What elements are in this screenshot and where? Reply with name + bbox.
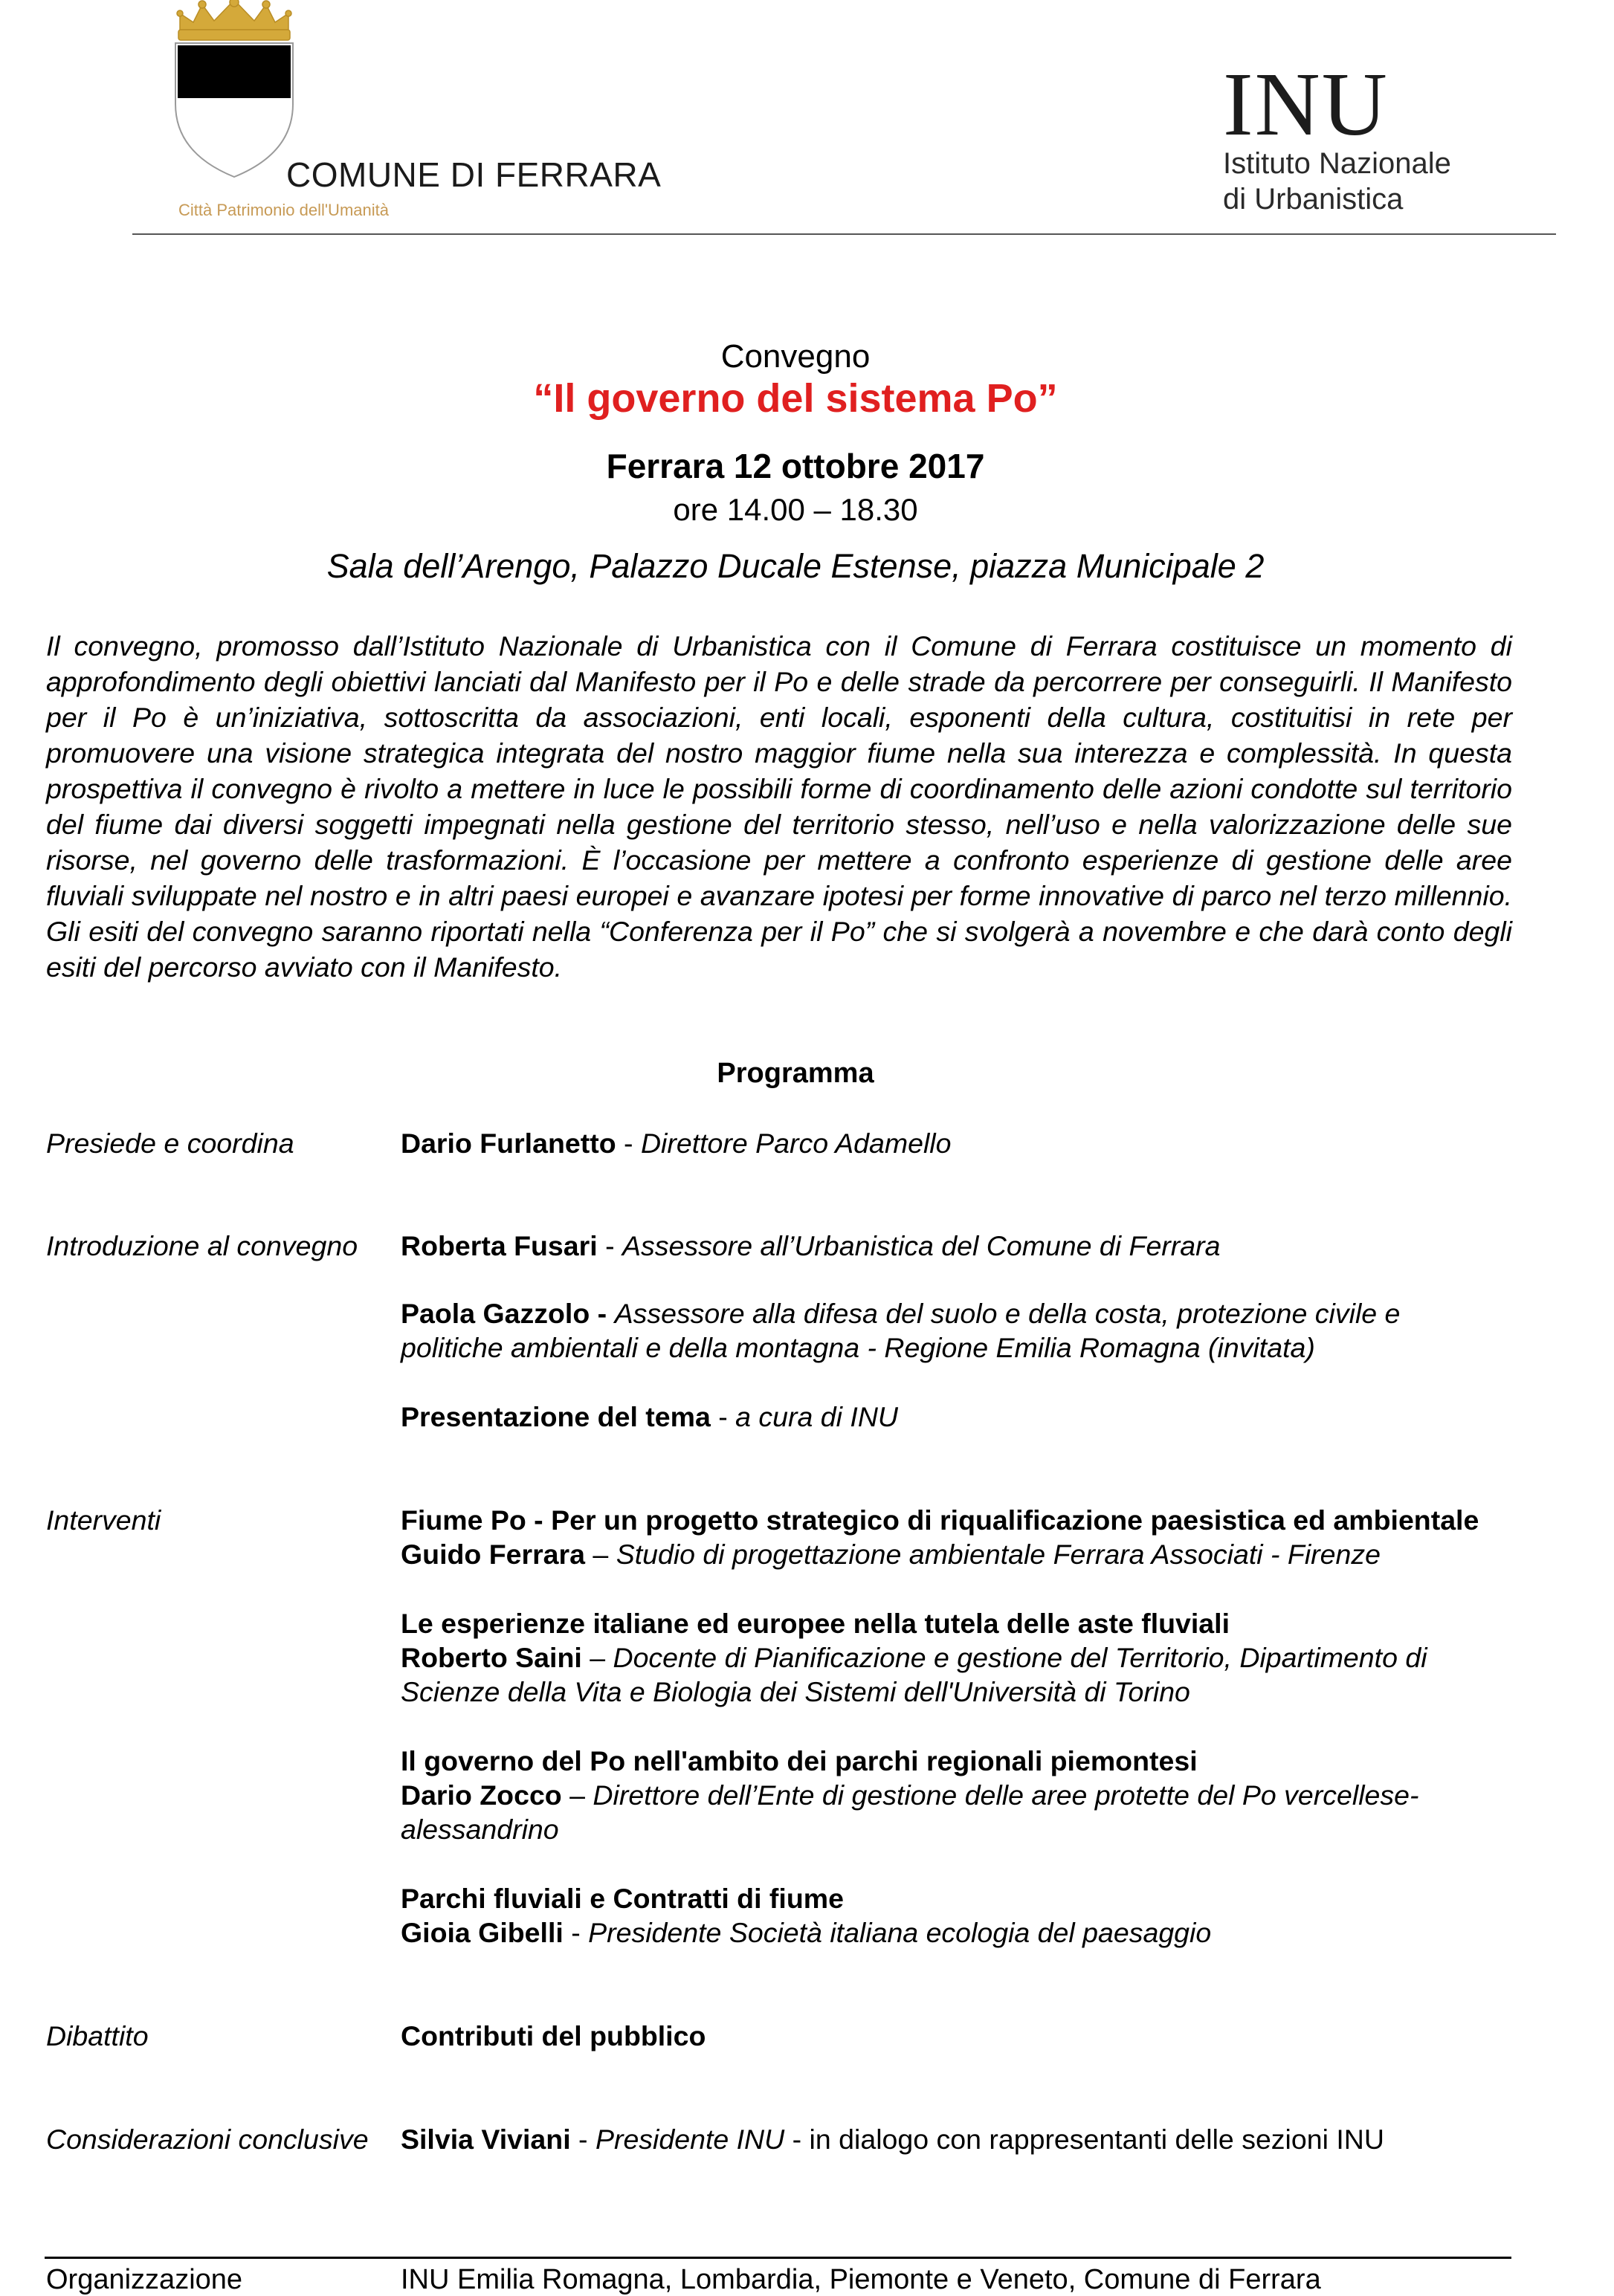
talk2-role-line2: Scienze della Vita e Biologia dei Sistemi dell'Università di Torino	[401, 1676, 1190, 1707]
crowned-shield-crest-icon	[171, 0, 297, 178]
inu-logo-mark: INU	[1223, 54, 1389, 155]
fusari-name: Roberta Fusari	[401, 1230, 598, 1261]
talk3-name: Dario Zocco	[401, 1779, 562, 1811]
header-divider	[132, 233, 1556, 235]
inu-logo-line2: di Urbanistica	[1223, 183, 1404, 216]
chair-line	[401, 1128, 951, 1160]
talk3-role-line2: alessandrino	[401, 1814, 559, 1845]
talk1-title: Fiume Po - Per un progetto strategico di riqualificazione paesistica ed ambientale	[401, 1504, 1479, 1536]
talk3-speaker	[401, 1779, 1418, 1811]
tema-sep: -	[710, 1401, 736, 1432]
talk2-role-line1: Docente di Pianificazione e gestione del Territorio, Dipartimento di	[613, 1642, 1427, 1673]
footer-divider	[45, 2257, 1511, 2259]
talk4-name: Gioia Gibelli	[401, 1917, 564, 1948]
tema-line	[401, 1401, 898, 1433]
fusari-line	[401, 1230, 1220, 1262]
chair-name: Dario Furlanetto	[401, 1128, 616, 1159]
organization-value: INU Emilia Romagna, Lombardia, Piemonte e Veneto, Comune di Ferrara	[401, 2264, 1321, 2295]
conclusions-sep2: -	[784, 2124, 810, 2155]
talk2-speaker	[401, 1642, 1427, 1674]
event-venue: Sala dell’Arengo, Palazzo Ducale Estense, piazza Municipale 2	[326, 547, 1265, 585]
tema-name: Presentazione del tema	[401, 1401, 711, 1432]
talk4-title: Parchi fluviali e Contratti di fiume	[401, 1883, 844, 1914]
talk4-speaker	[401, 1917, 1211, 1949]
event-type: Convegno	[720, 338, 871, 375]
gazzolo-sep: -	[590, 1298, 615, 1329]
talk1-role: Studio di progettazione ambientale Ferrara Associati - Firenze	[616, 1539, 1381, 1570]
organization-label: Organizzazione	[46, 2264, 243, 2295]
fusari-sep: -	[597, 1230, 622, 1261]
gazzolo-role-line2: politiche ambientali e della montagna - Regione Emilia Romagna (invitata)	[401, 1332, 1315, 1363]
comune-di-ferrara-logo	[171, 0, 662, 230]
conclusions-sep1: -	[570, 2124, 595, 2155]
conclusions-name: Silvia Viviani	[401, 2124, 571, 2155]
conclusions-label: Considerazioni conclusive	[46, 2124, 369, 2155]
fusari-role: Assessore all’Urbanistica del Comune di Ferrara	[622, 1230, 1221, 1261]
ferrara-logo-name: COMUNE DI FERRARA	[286, 155, 662, 194]
talk4-role: Presidente Società italiana ecologia del paesaggio	[588, 1917, 1212, 1948]
intro-paragraph: Il convegno, promosso dall’Istituto Nazionale di Urbanistica con il Comune di Ferrara costituisce un momento di approfondimento degli obiettivi lanciati dal Manifesto per il Po e delle strade da percorrere per conseguirli. Il Manifesto per il Po è un’iniziativa, sottoscritta da associazioni, enti locali, esponenti della cultura, costituitisi in rete per promuovere una visione strategica integrata del nostro maggior fiume nella sua interezza e complessità. In questa prospettiva il convegno è rivolto a mettere in luce le possibili forme di coordinamento delle azioni condotte sul territorio del fiume dai diversi soggetti impegnati nella gestione del territorio stesso, nell’uso e nella valorizzazione delle sue risorse, nel governo delle trasformazioni. È l’occasione per mettere a confronto esperienze di gestione delle aree fluviali sviluppate nel nostro e in altri paesi europei e avanzare ipotesi per forme innovative di parco nel terzo millennio. Gli esiti del convegno saranno riportati nella “Conferenza per il Po” che si svolgerà a novembre e che darà conto degli esiti del percorso avviato con il Manifesto.	[46, 630, 1512, 983]
gazzolo-role-line1: Assessore alla difesa del suolo e della costa, protezione civile e	[614, 1298, 1401, 1329]
inu-logo	[1223, 54, 1505, 230]
conclusions-role: Presidente INU	[595, 2124, 785, 2155]
chair-label: Presiede e coordina	[46, 1128, 294, 1159]
inu-logo-line1: Istituto Nazionale	[1223, 147, 1451, 180]
talk3-sep: –	[561, 1779, 593, 1811]
event-title: “Il governo del sistema Po”	[533, 376, 1058, 421]
gazzolo-name: Paola Gazzolo	[401, 1298, 590, 1329]
program-heading: Programma	[717, 1058, 874, 1089]
conclusions-rest: in dialogo con rappresentanti delle sezioni INU	[809, 2124, 1384, 2155]
talk3-role-line1: Direttore dell’Ente di gestione delle aree protette del Po vercellese-	[593, 1779, 1419, 1811]
talk1-sep: –	[584, 1539, 616, 1570]
conclusions-line	[401, 2124, 1384, 2156]
tema-role: a cura di INU	[735, 1401, 898, 1432]
introduction-label: Introduzione al convegno	[46, 1230, 358, 1261]
event-date: Ferrara 12 ottobre 2017	[606, 447, 985, 485]
event-time: ore 14.00 – 18.30	[673, 492, 918, 527]
talk3-title: Il governo del Po nell'ambito dei parchi regionali piemontesi	[401, 1745, 1198, 1776]
debate-label: Dibattito	[46, 2020, 149, 2051]
talk4-sep: -	[563, 1917, 589, 1948]
talk2-name: Roberto Saini	[401, 1642, 582, 1673]
chair-role: Direttore Parco Adamello	[640, 1128, 952, 1159]
talk2-title: Le esperienze italiane ed europee nella tutela delle aste fluviali	[401, 1608, 1230, 1639]
gazzolo-line	[401, 1298, 1400, 1330]
talk2-sep: –	[581, 1642, 613, 1673]
debate-text: Contributi del pubblico	[401, 2020, 706, 2051]
ferrara-logo-tagline: Città Patrimonio dell'Umanità	[178, 201, 389, 219]
talks-label: Interventi	[46, 1504, 161, 1536]
talk1-speaker	[401, 1539, 1381, 1571]
talk1-name: Guido Ferrara	[401, 1539, 585, 1570]
chair-sep: -	[616, 1128, 641, 1159]
